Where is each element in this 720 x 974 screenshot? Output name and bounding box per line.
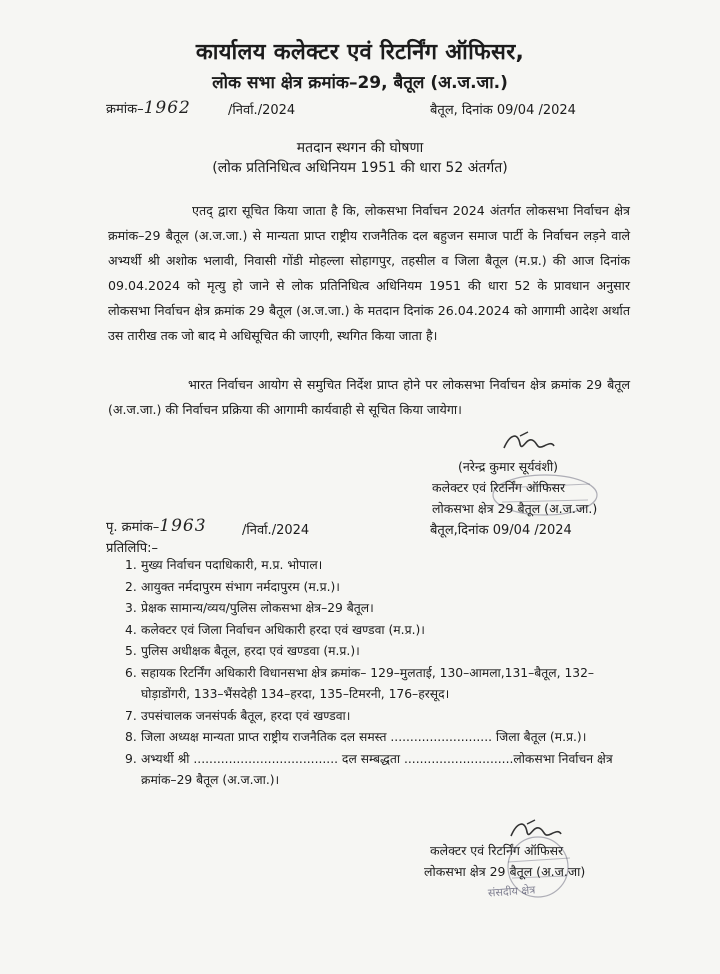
list-item-number: 5. xyxy=(125,644,137,658)
list-item xyxy=(125,706,630,728)
list-item xyxy=(125,555,630,577)
constituency-title: लोक सभा क्षेत्र क्रमांक–29, बैतूल (अ.ज.जा.) xyxy=(212,73,508,93)
list-item-text: अभ्यर्थी श्री ..................................... दल सम्बद्धता ............................लोकसभा निर्वाचन क्षेत्र क्रमांक–29 बैतूल (अ.ज.जा.)। xyxy=(141,751,613,787)
list-item-number: 6. xyxy=(125,665,137,680)
reference-number-handwritten: 1962 xyxy=(143,98,191,118)
reference-section: /निर्वा./2024 xyxy=(228,103,296,118)
endorsement-number-handwritten: 1963 xyxy=(159,516,207,536)
list-item-number: 1. xyxy=(125,558,137,572)
list-item-text: उपसंचालक जनसंपर्क बैतूल, हरदा एवं खण्डवा। xyxy=(141,708,351,723)
reference-number xyxy=(106,98,191,118)
signatory-constituency: लोकसभा क्षेत्र 29 बैतूल (अ.ज.जा.) xyxy=(432,501,598,516)
list-item-text: कलेक्टर एवं जिला निर्वाचन अधिकारी हरदा एवं खण्डवा (म.प्र.)। xyxy=(141,622,425,637)
list-item-text: मुख्य निर्वाचन पदाधिकारी, म.प्र. भोपाल। xyxy=(141,558,323,572)
list-item-text: जिला अध्यक्ष मान्यता प्राप्त राष्ट्रीय राजनैतिक दल समस्त .......................... जिला बैतूल (म.प्र.)। xyxy=(141,730,587,744)
reference-number-label: क्रमांक– xyxy=(106,102,144,117)
list-item xyxy=(125,641,630,663)
list-item-number: 3. xyxy=(125,601,137,615)
list-item-text: पुलिस अधीक्षक बैतूल, हरदा एवं खण्डवा (म.प्र.)। xyxy=(141,644,360,658)
endorsement-section: /निर्वा./2024 xyxy=(242,523,310,538)
list-item xyxy=(125,577,630,599)
endorsement-date: बैतूल,दिनांक 09/04 /2024 xyxy=(430,523,572,538)
list-item-text: आयुक्त नर्मदापुरम संभाग नर्मदापुरम (म.प्र.)। xyxy=(141,579,340,594)
reference-date: बैतूल, दिनांक 09/04 /2024 xyxy=(430,103,576,118)
subject-act: (लोक प्रतिनिधित्व अधिनियम 1951 की धारा 52 अंतर्गत) xyxy=(212,160,508,176)
list-item-text: सहायक रिटर्निंग अधिकारी विधानसभा क्षेत्र क्रमांक– 129–मुलताई, 130–आमला,131–बैतूल, 132–घोड़ाडोंगरी, 133–भैंसदेही 134–हरदा, 135–टिमरनी, 176–हरसूद। xyxy=(141,665,595,701)
notice-paragraph-2: भारत निर्वाचन आयोग से समुचित निर्देश प्राप्त होने पर लोकसभा निर्वाचन क्षेत्र क्रमांक 29 बैतूल (अ.ज.जा.) की निर्वाचन प्रक्रिया की आगामी कार्यवाही से सूचित किया जायेगा। xyxy=(108,377,630,417)
signature-scribble xyxy=(498,428,558,458)
signatory-designation: कलेक्टर एवं रिटर्निंग ऑफिसर xyxy=(432,480,566,495)
list-item-number: 8. xyxy=(125,730,137,744)
list-item xyxy=(125,749,630,792)
copy-distribution-list xyxy=(125,555,630,792)
list-item-number: 4. xyxy=(125,622,137,637)
list-item-number: 9. xyxy=(125,751,137,766)
signatory-constituency-2: लोकसभा क्षेत्र 29 बैतूल (अ.ज.जा) xyxy=(424,864,586,879)
copy-to-label: प्रतिलिपि:– xyxy=(106,541,158,556)
office-title: कार्यालय कलेक्टर एवं रिटर्निंग ऑफिसर, xyxy=(195,40,525,65)
signatory-name: (नरेन्द्र कुमार सूर्यवंशी) xyxy=(458,459,559,474)
list-item xyxy=(125,663,630,706)
endorsement-number xyxy=(106,516,207,536)
official-stamp-impression xyxy=(490,470,600,520)
list-item-number: 2. xyxy=(125,579,137,594)
signatory-designation-2: कलेक्टर एवं रिटर्निंग ऑफिसर xyxy=(430,843,564,858)
endorsement-number-label: पृ. क्रमांक– xyxy=(106,520,160,535)
list-item xyxy=(125,598,630,620)
list-item xyxy=(125,727,630,749)
stamp-text: संसदीय क्षेत्र xyxy=(487,883,536,900)
notice-paragraph-1: एतद् द्वारा सूचित किया जाता है कि, लोकसभा निर्वाचन 2024 अंतर्गत लोकसभा निर्वाचन क्षेत्र क्रमांक–29 बैतूल (अ.ज.जा.) से मान्यता प्राप्त राष्ट्रीय राजनैतिक दल बहुजन समाज पार्टी के निर्वाचन लड़ने वाले अभ्यर्थी श्री अशोक भलावी, निवासी गोंडी मोहल्ला सोहागपुर, तहसील व जिला बैतूल (म.प्र.) की आज दिनांक 09.04.2024 को मृत्यु हो जाने से लोक प्रतिनिधित्व अधिनियम 1951 की धारा 52 के प्रावधान अनुसार लोकसभा निर्वाचन क्षेत्र क्रमांक 29 बैतूल (अ.ज.जा.) के मतदान दिनांक 26.04.2024 को आगामी आदेश अर्थात उस तारीख तक जो बाद मे अधिसूचित की जाएगी, स्थगित किया जाता है। xyxy=(108,203,630,343)
list-item xyxy=(125,620,630,642)
list-item-number: 7. xyxy=(125,708,137,723)
subject-heading: मतदान स्थगन की घोषणा xyxy=(296,140,424,156)
list-item-text: प्रेक्षक सामान्य/व्यय/पुलिस लोकसभा क्षेत्र–29 बैतूल। xyxy=(141,601,374,615)
